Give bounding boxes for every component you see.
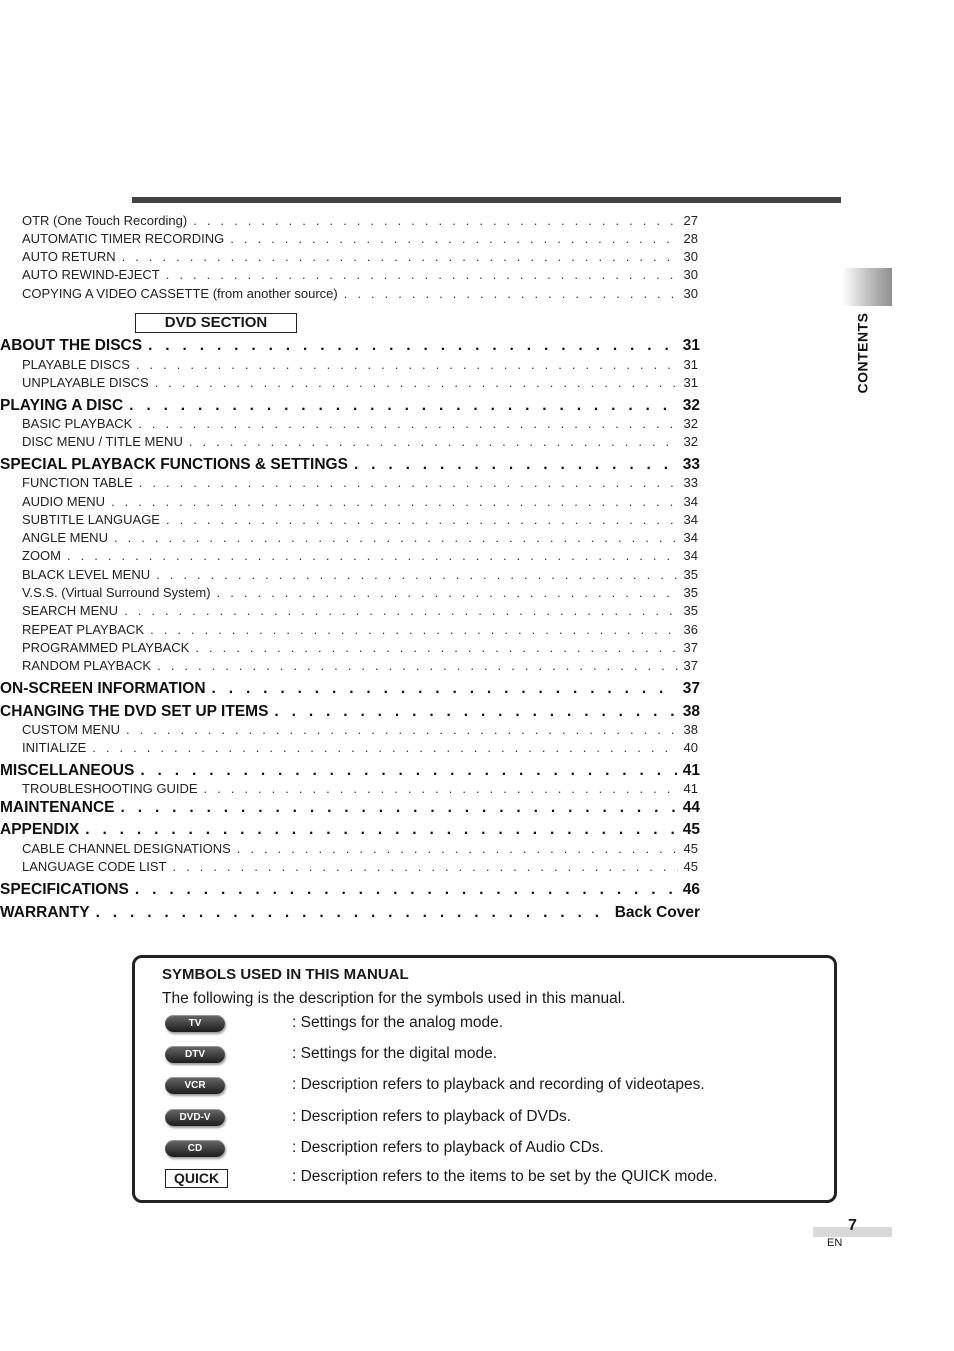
- toc-entry[interactable]: [22, 603, 698, 621]
- dot-leader: [114, 530, 678, 545]
- symbol-badge: CD: [165, 1140, 225, 1157]
- toc-entry-page: 40: [683, 740, 698, 755]
- toc-entry-label: FUNCTION TABLE: [22, 475, 133, 490]
- dot-leader: [166, 512, 678, 527]
- toc-entry[interactable]: [22, 585, 698, 603]
- toc-chapter[interactable]: [0, 904, 700, 926]
- toc-entry-page: 35: [683, 603, 698, 618]
- toc-entry-page: 31: [683, 375, 698, 390]
- toc-entry-page: 34: [683, 530, 698, 545]
- symbol-badge: DVD-V: [165, 1109, 225, 1126]
- toc-entry-label: RANDOM PLAYBACK: [22, 658, 152, 673]
- toc-entry-label: V.S.S. (Virtual Surround System): [22, 585, 211, 600]
- dot-leader: [124, 603, 677, 618]
- toc-chapter[interactable]: [0, 680, 700, 702]
- toc-entry-label: APPENDIX: [0, 821, 80, 838]
- dot-leader: [92, 740, 677, 755]
- toc-entry-page: 38: [682, 703, 700, 720]
- toc-entry[interactable]: [22, 740, 698, 758]
- toc-entry-label: CABLE CHANNEL DESIGNATIONS: [22, 841, 231, 856]
- toc-entry-label: PROGRAMMED PLAYBACK: [22, 640, 190, 655]
- toc-entry-page: 45: [682, 821, 700, 838]
- toc-entry-page: 36: [683, 622, 698, 637]
- toc-entry-page: 32: [682, 397, 700, 414]
- toc-entry[interactable]: [22, 357, 698, 375]
- side-tab-label: CONTENTS: [854, 312, 870, 394]
- toc-entry[interactable]: [22, 640, 698, 658]
- toc-entry-label: INITIALIZE: [22, 740, 87, 755]
- toc-entry-page: 30: [683, 267, 698, 282]
- dot-leader: [67, 548, 678, 563]
- symbol-row: [135, 1140, 825, 1164]
- toc-entry-page: 41: [683, 781, 698, 796]
- top-rule: [132, 197, 841, 203]
- dot-leader: [344, 286, 678, 301]
- dvd-section-heading: DVD SECTION: [135, 313, 297, 333]
- toc-entry-label: REPEAT PLAYBACK: [22, 622, 145, 637]
- dot-leader: [354, 456, 677, 474]
- toc-entry[interactable]: [22, 494, 698, 512]
- toc-entry[interactable]: [22, 475, 698, 493]
- dot-leader: [121, 799, 677, 817]
- symbol-description: : Settings for the analog mode.: [292, 1014, 504, 1031]
- dot-leader: [150, 622, 677, 637]
- toc-entry-label: PLAYABLE DISCS: [22, 357, 130, 372]
- toc-entry-page: 30: [683, 249, 698, 264]
- dot-leader: [204, 781, 678, 796]
- toc-entry-page: 35: [683, 585, 698, 600]
- toc-entry[interactable]: [22, 530, 698, 548]
- toc-entry-label: ANGLE MENU: [22, 530, 108, 545]
- page-language: EN: [827, 1237, 843, 1249]
- dot-leader: [129, 397, 677, 415]
- dot-leader: [274, 703, 676, 721]
- toc-entry[interactable]: [22, 267, 698, 285]
- toc-entry-page: 32: [683, 416, 698, 431]
- toc-entry[interactable]: [22, 231, 698, 249]
- toc-entry-page: 30: [683, 286, 698, 301]
- toc-entry-page: 35: [683, 567, 698, 582]
- dot-leader: [212, 680, 677, 698]
- toc-entry-label: SPECIFICATIONS: [0, 881, 129, 898]
- toc-entry-page: 33: [683, 475, 698, 490]
- symbol-description: : Settings for the digital mode.: [292, 1045, 498, 1062]
- toc-entry[interactable]: [22, 658, 698, 676]
- dot-leader: [140, 762, 676, 780]
- toc-entry[interactable]: [22, 622, 698, 640]
- symbol-row: [135, 1046, 825, 1070]
- toc-entry[interactable]: [22, 841, 698, 859]
- symbol-badge: QUICK: [165, 1169, 228, 1188]
- toc-entry[interactable]: [22, 781, 698, 799]
- toc-entry-label: UNPLAYABLE DISCS: [22, 375, 149, 390]
- toc-entry-label: AUTO REWIND-EJECT: [22, 267, 160, 282]
- toc-entry-page: 37: [682, 680, 700, 697]
- toc-entry-page: 37: [683, 658, 698, 673]
- toc-entry-label: AUDIO MENU: [22, 494, 106, 509]
- toc-entry-page: 44: [682, 799, 700, 816]
- dot-leader: [96, 904, 609, 922]
- toc-entry-label: LANGUAGE CODE LIST: [22, 859, 167, 874]
- symbol-row: [135, 1109, 825, 1133]
- toc-entry-page: 41: [682, 762, 700, 779]
- toc-entry[interactable]: [22, 375, 698, 393]
- toc-entry-label: CHANGING THE DVD SET UP ITEMS: [0, 703, 269, 720]
- dot-leader: [157, 658, 677, 673]
- symbol-description: : Description refers to playback and recording of videotapes.: [292, 1076, 705, 1093]
- toc-entry[interactable]: [22, 249, 698, 267]
- symbol-row: [135, 1015, 825, 1039]
- toc-entry-label: TROUBLESHOOTING GUIDE: [22, 781, 198, 796]
- toc-chapter[interactable]: [0, 881, 700, 903]
- dot-leader: [195, 640, 677, 655]
- toc-chapter[interactable]: [0, 821, 700, 843]
- toc-entry-page: 27: [683, 213, 698, 228]
- toc-entry[interactable]: [22, 416, 698, 434]
- toc-entry-page: 31: [683, 357, 698, 372]
- symbol-row: [135, 1077, 825, 1101]
- toc-entry-label: WARRANTY: [0, 904, 90, 921]
- toc-entry-label: PLAYING A DISC: [0, 397, 124, 414]
- dot-leader: [138, 416, 677, 431]
- toc-entry-label: ABOUT THE DISCS: [0, 337, 143, 354]
- toc-chapter[interactable]: [0, 337, 700, 359]
- toc-entry[interactable]: [22, 213, 698, 231]
- toc-entry-page: 38: [683, 722, 698, 737]
- dot-leader: [237, 841, 678, 856]
- symbol-badge: DTV: [165, 1046, 225, 1063]
- toc-entry-page: 46: [682, 881, 700, 898]
- toc-entry-page: 33: [682, 456, 700, 473]
- toc-entry-label: SEARCH MENU: [22, 603, 119, 618]
- toc-entry[interactable]: [22, 286, 698, 304]
- dot-leader: [156, 567, 677, 582]
- toc-entry-page: 34: [683, 548, 698, 563]
- page-number: 7: [848, 1217, 857, 1234]
- dot-leader: [111, 494, 677, 509]
- dot-leader: [122, 249, 678, 264]
- symbol-description: : Description refers to playback of DVDs.: [292, 1108, 572, 1125]
- toc-entry-label: BASIC PLAYBACK: [22, 416, 133, 431]
- dot-leader: [148, 337, 677, 355]
- dot-leader: [230, 231, 677, 246]
- symbol-description: : Description refers to playback of Audio CDs.: [292, 1139, 604, 1156]
- toc-chapter[interactable]: [0, 799, 700, 821]
- symbols-description: The following is the description for the symbols used in this manual.: [162, 990, 626, 1007]
- toc-entry[interactable]: [22, 512, 698, 530]
- symbols-title: SYMBOLS USED IN THIS MANUAL: [162, 966, 409, 983]
- toc-entry-page: Back Cover: [614, 904, 700, 921]
- dot-leader: [135, 881, 677, 899]
- dot-leader: [217, 585, 678, 600]
- side-tab-marker: [842, 268, 892, 306]
- toc-entry[interactable]: [22, 434, 698, 452]
- toc-entry-label: SUBTITLE LANGUAGE: [22, 512, 160, 527]
- toc-entry[interactable]: [22, 567, 698, 585]
- dot-leader: [166, 267, 678, 282]
- dot-leader: [126, 722, 678, 737]
- toc-entry-page: 31: [682, 337, 700, 354]
- toc-entry-label: MAINTENANCE: [0, 799, 115, 816]
- toc-entry-page: 37: [683, 640, 698, 655]
- toc-entry-label: SPECIAL PLAYBACK FUNCTIONS & SETTINGS: [0, 456, 348, 473]
- toc-entry-label: MISCELLANEOUS: [0, 762, 135, 779]
- toc-entry-label: AUTOMATIC TIMER RECORDING: [22, 231, 225, 246]
- symbol-badge: TV: [165, 1015, 225, 1032]
- toc-entry-label: DISC MENU / TITLE MENU: [22, 434, 183, 449]
- symbols-legend-box: [132, 955, 837, 1203]
- toc-entry-label: COPYING A VIDEO CASSETTE (from another source): [22, 286, 338, 301]
- toc-entry-page: 45: [683, 841, 698, 856]
- dot-leader: [172, 859, 677, 874]
- dot-leader: [189, 434, 678, 449]
- toc-entry[interactable]: [22, 859, 698, 877]
- toc-entry[interactable]: [22, 548, 698, 566]
- toc-entry-label: CUSTOM MENU: [22, 722, 120, 737]
- toc-entry-label: BLACK LEVEL MENU: [22, 567, 151, 582]
- toc-entry-page: 34: [683, 494, 698, 509]
- dot-leader: [139, 475, 678, 490]
- dot-leader: [136, 357, 678, 372]
- toc-entry-page: 28: [683, 231, 698, 246]
- dot-leader: [85, 821, 677, 839]
- dot-leader: [193, 213, 677, 228]
- toc-entry-page: 45: [683, 859, 698, 874]
- toc-entry-page: 32: [683, 434, 698, 449]
- toc-entry-label: AUTO RETURN: [22, 249, 116, 264]
- toc-entry[interactable]: [22, 722, 698, 740]
- toc-entry-label: OTR (One Touch Recording): [22, 213, 188, 228]
- toc-entry-page: 34: [683, 512, 698, 527]
- symbol-row: [135, 1169, 825, 1193]
- symbol-badge: VCR: [165, 1077, 225, 1094]
- dot-leader: [155, 375, 678, 390]
- toc-entry-label: ZOOM: [22, 548, 61, 563]
- symbol-description: : Description refers to the items to be set by the QUICK mode.: [292, 1168, 718, 1185]
- toc-entry-label: ON-SCREEN INFORMATION: [0, 680, 206, 697]
